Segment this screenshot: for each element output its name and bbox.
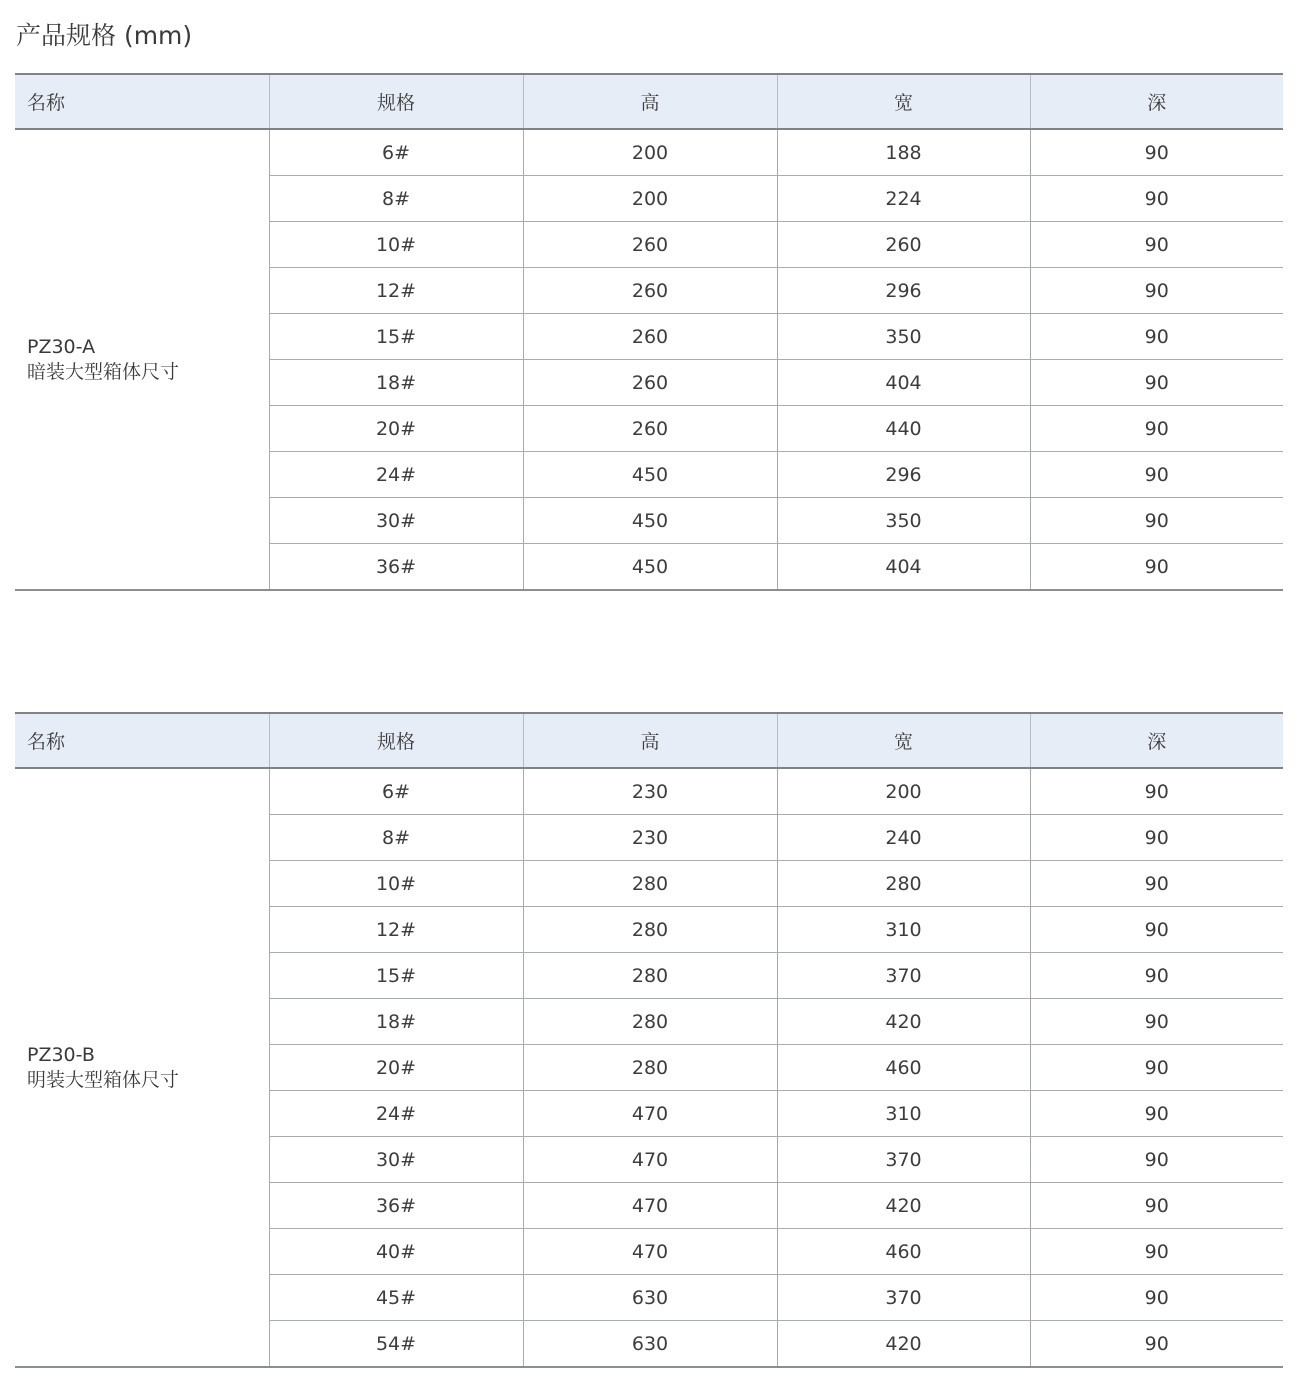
cell-height: 630 [523,1321,777,1368]
table-row [15,129,1283,176]
cell-depth: 90 [1030,953,1283,999]
column-header-height: 高 [523,713,777,768]
cell-spec: 36# [269,1183,523,1229]
cell-spec: 30# [269,498,523,544]
column-header-depth: 深 [1030,74,1283,129]
cell-spec: 6# [269,768,523,815]
cell-width: 420 [777,999,1030,1045]
cell-depth: 90 [1030,360,1283,406]
cell-depth: 90 [1030,768,1283,815]
cell-spec: 12# [269,907,523,953]
column-header-name: 名称 [15,713,269,768]
cell-depth: 90 [1030,861,1283,907]
cell-height: 260 [523,360,777,406]
cell-spec: 10# [269,222,523,268]
cell-spec: 24# [269,452,523,498]
cell-depth: 90 [1030,907,1283,953]
cell-height: 280 [523,999,777,1045]
page-title: 产品规格 (mm) [16,21,193,50]
spec-table-pz30-a [15,73,1283,591]
cell-height: 230 [523,768,777,815]
cell-width: 224 [777,176,1030,222]
cell-width: 240 [777,815,1030,861]
cell-depth: 90 [1030,1045,1283,1091]
cell-spec: 6# [269,129,523,176]
product-model: PZ30-A [27,335,96,358]
cell-spec: 12# [269,268,523,314]
cell-depth: 90 [1030,176,1283,222]
cell-depth: 90 [1030,268,1283,314]
cell-spec: 8# [269,176,523,222]
cell-spec: 18# [269,360,523,406]
cell-height: 470 [523,1229,777,1275]
cell-width: 370 [777,953,1030,999]
cell-height: 470 [523,1091,777,1137]
cell-width: 440 [777,406,1030,452]
cell-height: 450 [523,452,777,498]
cell-spec: 30# [269,1137,523,1183]
cell-height: 260 [523,222,777,268]
cell-spec: 36# [269,544,523,591]
cell-spec: 40# [269,1229,523,1275]
cell-spec: 45# [269,1275,523,1321]
cell-spec: 20# [269,1045,523,1091]
cell-spec: 8# [269,815,523,861]
cell-spec: 24# [269,1091,523,1137]
column-header-width: 宽 [777,713,1030,768]
cell-height: 280 [523,953,777,999]
cell-height: 260 [523,406,777,452]
table-header-row [15,74,1283,129]
table-header-row [15,713,1283,768]
cell-width: 370 [777,1275,1030,1321]
cell-height: 230 [523,815,777,861]
cell-width: 200 [777,768,1030,815]
cell-depth: 90 [1030,314,1283,360]
cell-height: 200 [523,129,777,176]
cell-width: 188 [777,129,1030,176]
cell-depth: 90 [1030,544,1283,591]
cell-width: 420 [777,1321,1030,1368]
cell-width: 370 [777,1137,1030,1183]
cell-height: 280 [523,1045,777,1091]
cell-depth: 90 [1030,498,1283,544]
cell-depth: 90 [1030,815,1283,861]
cell-width: 460 [777,1045,1030,1091]
product-description: 暗装大型箱体尺寸 [27,360,180,383]
cell-height: 470 [523,1137,777,1183]
cell-width: 420 [777,1183,1030,1229]
cell-width: 260 [777,222,1030,268]
cell-height: 280 [523,907,777,953]
cell-height: 470 [523,1183,777,1229]
cell-width: 310 [777,1091,1030,1137]
cell-spec: 15# [269,314,523,360]
cell-depth: 90 [1030,1321,1283,1368]
cell-height: 630 [523,1275,777,1321]
cell-spec: 15# [269,953,523,999]
cell-depth: 90 [1030,452,1283,498]
cell-width: 350 [777,498,1030,544]
cell-width: 350 [777,314,1030,360]
cell-width: 310 [777,907,1030,953]
cell-height: 280 [523,861,777,907]
cell-width: 404 [777,360,1030,406]
cell-width: 460 [777,1229,1030,1275]
cell-depth: 90 [1030,1091,1283,1137]
cell-width: 296 [777,452,1030,498]
product-description: 明装大型箱体尺寸 [27,1068,180,1091]
cell-height: 200 [523,176,777,222]
column-header-name: 名称 [15,74,269,129]
cell-height: 450 [523,498,777,544]
cell-width: 280 [777,861,1030,907]
cell-height: 260 [523,268,777,314]
cell-width: 404 [777,544,1030,591]
cell-spec: 10# [269,861,523,907]
product-model: PZ30-B [27,1043,95,1066]
cell-height: 260 [523,314,777,360]
cell-spec: 18# [269,999,523,1045]
cell-depth: 90 [1030,1137,1283,1183]
product-name-cell [15,129,269,590]
cell-width: 296 [777,268,1030,314]
cell-depth: 90 [1030,1183,1283,1229]
column-header-height: 高 [523,74,777,129]
product-name-cell [15,768,269,1367]
column-header-depth: 深 [1030,713,1283,768]
cell-depth: 90 [1030,1275,1283,1321]
cell-height: 450 [523,544,777,591]
column-header-spec: 规格 [269,74,523,129]
cell-depth: 90 [1030,222,1283,268]
cell-depth: 90 [1030,999,1283,1045]
cell-spec: 54# [269,1321,523,1368]
cell-depth: 90 [1030,406,1283,452]
cell-depth: 90 [1030,129,1283,176]
cell-spec: 20# [269,406,523,452]
cell-depth: 90 [1030,1229,1283,1275]
spec-table-pz30-b [15,712,1283,1368]
column-header-width: 宽 [777,74,1030,129]
table-row [15,768,1283,815]
column-header-spec: 规格 [269,713,523,768]
